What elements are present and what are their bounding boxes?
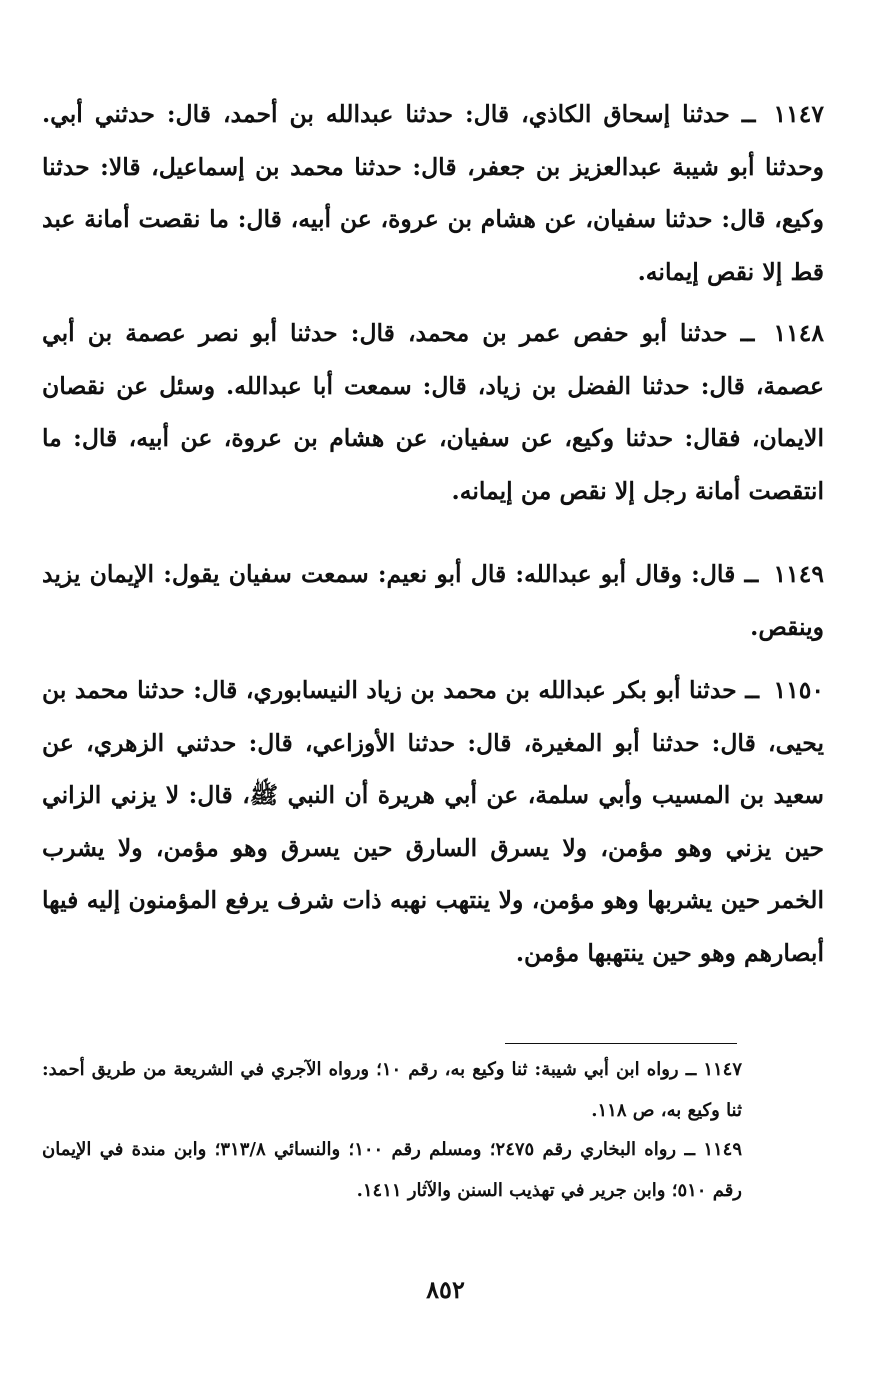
hadith-1147: [42, 88, 824, 298]
hadith-text: حدثنا إسحاق الكاذي، قال: حدثنا عبدالله بن أحمد، قال: حدثني أبي. وحدثنا أبو شيبة عبدالعزيز بن جعفر، قال: حدثنا محمد بن إسماعيل، قالا: حدثنا وكيع، قال: حدثنا سفيان، عن هشام بن عروة، عن أبيه، قال: ما نقصت أمانة عبد قط إلا نقص إيمانه.: [42, 100, 824, 286]
hadith-dash: ــ: [744, 560, 759, 588]
footnote-ref: ١١٤٩: [703, 1139, 742, 1160]
hadith-text: قال: وقال أبو عبدالله: قال أبو نعيم: سمعت سفيان يقول: الإيمان يزيد وينقص.: [42, 560, 824, 641]
footnote-text: رواه البخاري رقم ٢٤٧٥؛ ومسلم رقم ١٠٠؛ والنسائي ٣١٣/٨؛ وابن مندة في الإيمان رقم ٥١٠؛ وابن جرير في تهذيب السنن والآثار ١٤١١.: [42, 1139, 742, 1201]
hadith-dash: ــ: [740, 319, 755, 347]
hadith-number: ١١٤٧: [773, 100, 825, 128]
footnote-ref: ١١٤٧: [703, 1059, 742, 1080]
hadith-dash: ــ: [741, 100, 756, 128]
hadith-number: ١١٤٨: [773, 319, 824, 347]
hadith-1150: [42, 664, 824, 979]
footnote-dash: ــ: [685, 1059, 697, 1080]
footnote-1147: [42, 1050, 742, 1131]
hadith-number: ١١٤٩: [773, 560, 824, 588]
hadith-1149: [42, 548, 824, 653]
hadith-number: ١١٥٠: [773, 676, 824, 704]
hadith-text: حدثنا أبو بكر عبدالله بن محمد بن زياد النيسابوري، قال: حدثنا محمد بن يحيى، قال: حدثنا أبو المغيرة، قال: حدثنا الأوزاعي، قال: حدثني الزهري، عن سعيد بن المسيب وأبي سلمة، عن أبي هريرة أن النبي ﷺ، قال: لا يزني الزاني حين يزني وهو مؤمن، ولا يسرق السارق حين يسرق وهو مؤمن، ولا يشرب الخمر حين يشربها وهو مؤمن، ولا ينتهب نهبه ذات شرف يرفع المؤمنون إليه فيها أبصارهم وهو حين ينتهبها مؤمن.: [42, 676, 824, 967]
footnote-separator: [505, 1043, 737, 1044]
page-number: ٨٥٢: [426, 1275, 465, 1304]
footnote-text: رواه ابن أبي شيبة: ثنا وكيع به، رقم ١٠؛ ورواه الآجري في الشريعة من طريق أحمد: ثنا وكيع به، ص ١١٨.: [42, 1059, 742, 1121]
hadith-text: حدثنا أبو حفص عمر بن محمد، قال: حدثنا أبو نصر عصمة بن أبي عصمة، قال: حدثنا الفضل بن زياد، قال: سمعت أبا عبدالله. وسئل عن نقصان الايمان، فقال: حدثنا وكيع، عن سفيان، عن هشام بن عروة، عن أبيه، قال: ما انتقصت أمانة رجل إلا نقص من إيمانه.: [42, 319, 824, 505]
hadith-1148: [42, 307, 824, 517]
hadith-dash: ــ: [745, 676, 759, 704]
footnote-1149: [42, 1130, 742, 1211]
footnote-dash: ــ: [684, 1139, 695, 1160]
